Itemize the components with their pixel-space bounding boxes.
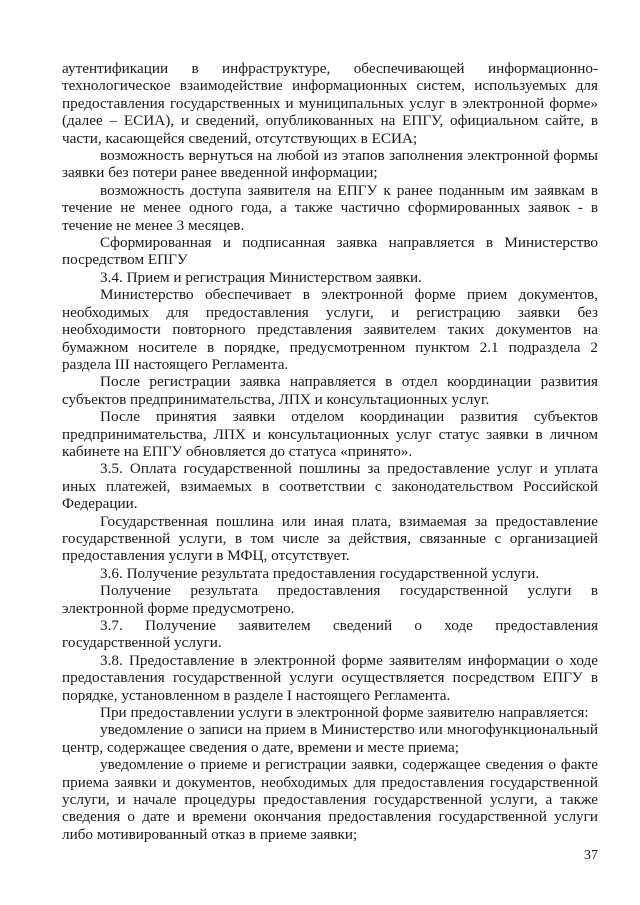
section-heading: 3.6. Получение результата предоставления государственной услуги.	[100, 564, 540, 582]
paragraph: аутентификации в инфраструктуре, обеспечивающей информационно-технологическое взаимодействие информационных систем, используемых для предоставления государственных и муниципальных услуг в электронной форме» (далее – ЕСИА), и сведений, опубликованных на ЕПГУ, официальном сайте, в части, касающейся сведений, отсутствующих в ЕСИА;	[62, 60, 598, 147]
document-body	[62, 60, 598, 843]
paragraph: Получение результата предоставления государственной услуги в электронной форме предусмотрено.	[62, 582, 598, 617]
section-heading: 3.8. Предоставление в электронной форме заявителям информации о ходе предоставления государственной услуги осуществляется посредством ЕПГУ в порядке, установленном в разделе I настоящего Регламента.	[62, 651, 598, 704]
paragraph: После принятия заявки отделом координации развития субъектов предпринимательства, ЛПХ и консультационных услуг статус заявки в личном кабинете на ЕПГУ обновляется до статуса «принято».	[62, 408, 598, 460]
list-item: уведомление о приеме и регистрации заявки, содержащее сведения о факте приема заявки и документов, необходимых для предоставления государственной услуги, и начале процедуры предоставления государственной услуги, а также сведения о дате и времени окончания предоставления государственной услуги либо мотивированный отказ в приеме заявки;	[62, 756, 598, 843]
paragraph: Государственная пошлина или иная плата, взимаемая за предоставление государственной услуги, в том числе за действия, связанные с организацией предоставления услуги в МФЦ, отсутствует.	[62, 512, 598, 565]
paragraph: После регистрации заявка направляется в отдел координации развития субъектов предпринимательства, ЛПХ и консультационных услуг.	[62, 373, 598, 408]
paragraph: возможность доступа заявителя на ЕПГУ к ранее поданным им заявкам в течение не менее одного года, а также частично сформированных заявок - в течение не менее 3 месяцев.	[62, 181, 598, 234]
section-heading: 3.7. Получение заявителем сведений о ходе предоставления государственной услуги.	[62, 617, 598, 652]
paragraph: Министерство обеспечивает в электронной форме прием документов, необходимых для предоставления услуги, и регистрацию заявки без необходимости повторного представления заявителем таких документов на бумажном носителе в порядке, предусмотренном пунктом 2.1 подраздела 2 раздела III настоящего Регламента.	[62, 286, 598, 373]
list-item: уведомление о записи на прием в Министерство или многофункциональный центр, содержащее сведения о дате, времени и месте приема;	[62, 721, 598, 756]
page-number: 37	[584, 848, 598, 863]
paragraph: возможность вернуться на любой из этапов заполнения электронной формы заявки без потери ранее введенной информации;	[62, 147, 598, 182]
paragraph: При предоставлении услуги в электронной форме заявителю направляется:	[100, 704, 589, 722]
section-heading: 3.5. Оплата государственной пошлины за предоставление услуг и уплата иных платежей, взимаемых в соответствии с законодательством Российской Федерации.	[62, 460, 598, 513]
section-heading: 3.4. Прием и регистрация Министерством заявки.	[100, 268, 422, 286]
paragraph: Сформированная и подписанная заявка направляется в Министерство посредством ЕПГУ	[62, 234, 598, 269]
